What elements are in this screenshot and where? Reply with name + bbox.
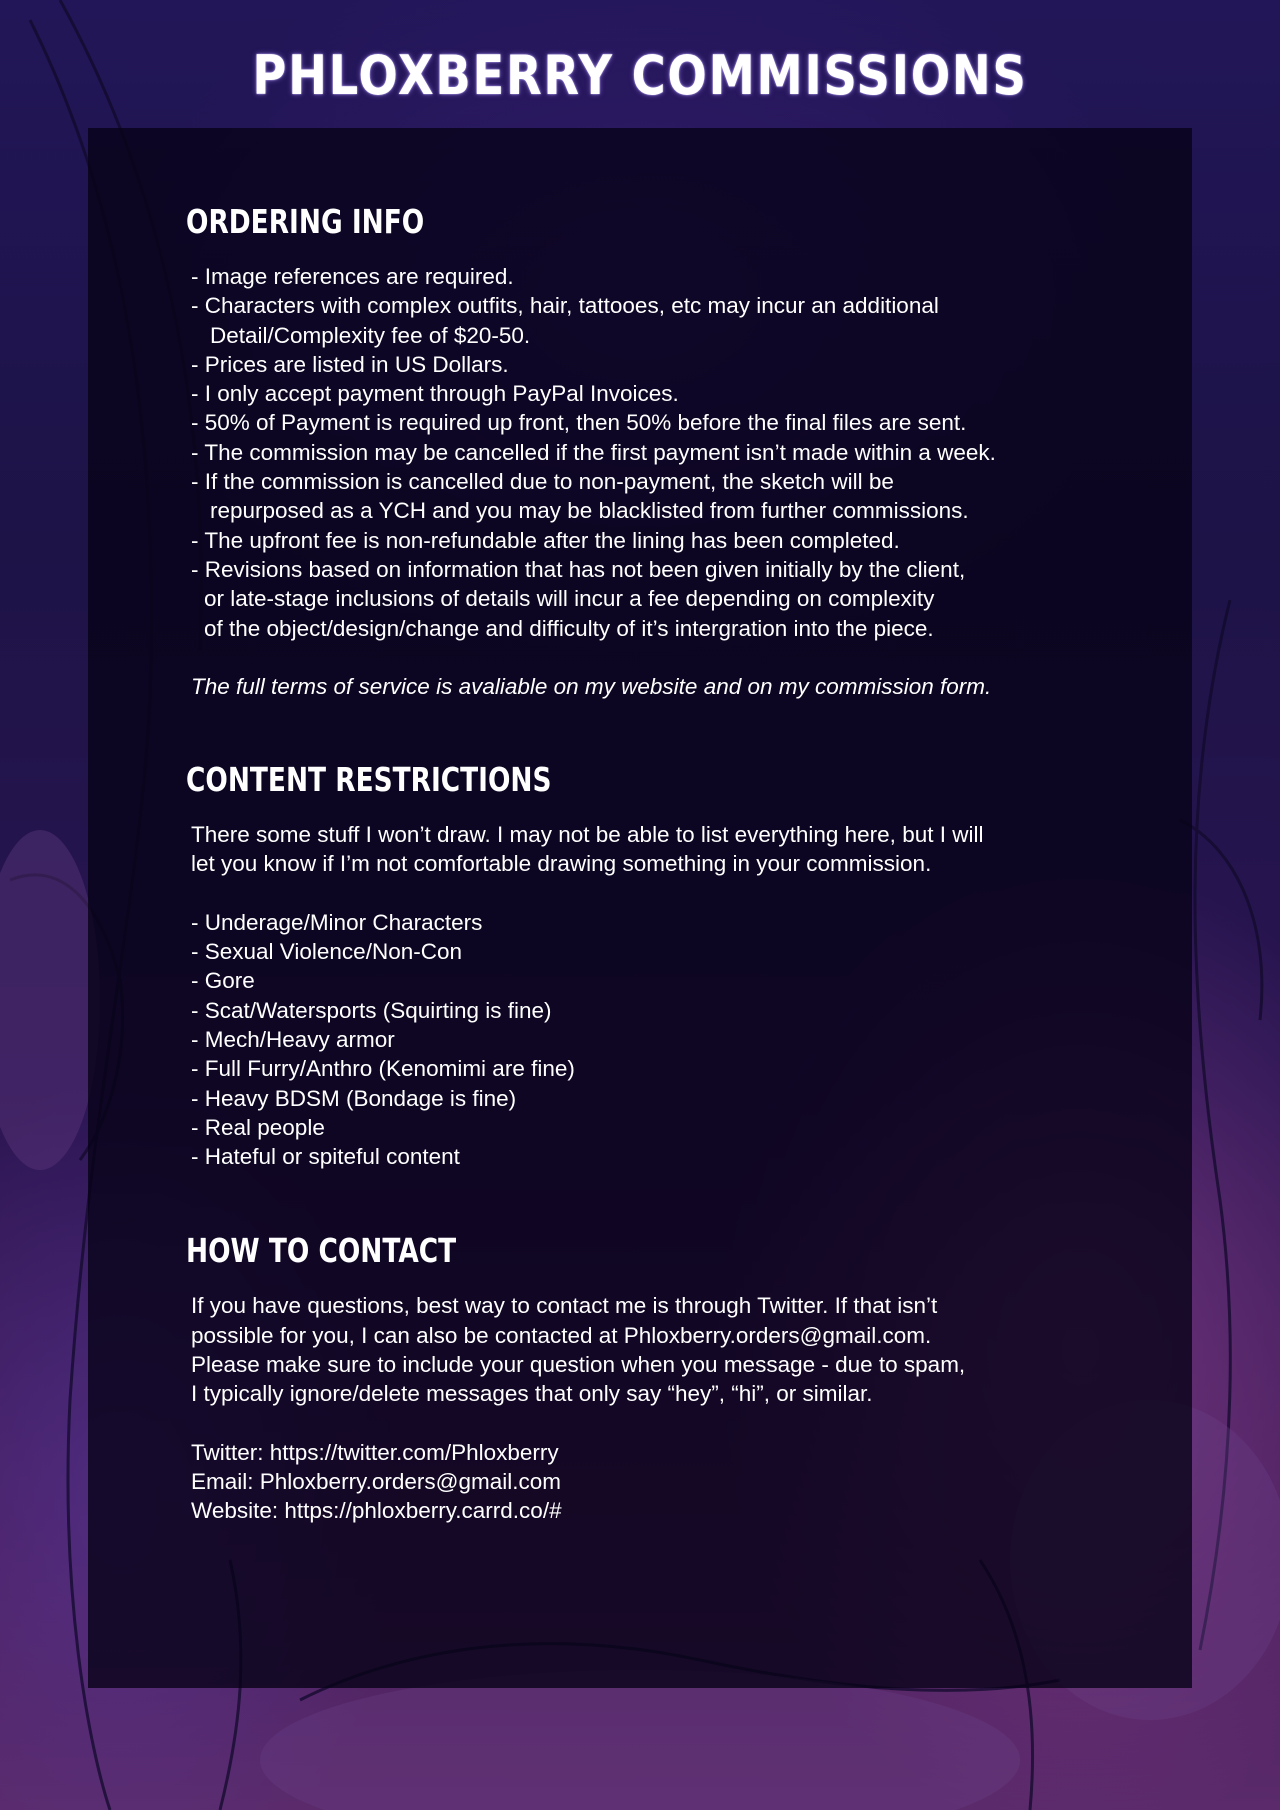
ordering-line: or late-stage inclusions of details will incur a fee depending on complexity [204, 586, 935, 612]
how-to-contact-section [186, 1229, 1106, 1525]
restriction-item: - Gore [191, 968, 255, 994]
restrictions-intro-line: There some stuff I won’t draw. I may not be able to list everything here, but I will [191, 822, 984, 848]
restriction-item: - Underage/Minor Characters [191, 909, 483, 935]
section-heading-how-to-contact: HOW TO CONTACT [186, 1231, 457, 1271]
ordering-line: - The upfront fee is non-refundable after the lining has been completed. [191, 527, 900, 553]
content-restrictions-list [186, 820, 1106, 1171]
content-restrictions-section [186, 758, 1106, 1171]
ordering-line: - 50% of Payment is required up front, then 50% before the final files are sent. [191, 410, 967, 436]
page-title: PHLOXBERRY COMMISSIONS [252, 44, 1028, 107]
ordering-line: repurposed as a YCH and you may be blacklisted from further commissions. [210, 498, 969, 524]
ordering-line: - The commission may be cancelled if the first payment isn’t made within a week. [191, 439, 996, 465]
twitter-link[interactable]: Twitter: https://twitter.com/Phloxberry [191, 1439, 559, 1465]
contact-intro-line: Please make sure to include your question when you message - due to spam, [191, 1352, 966, 1378]
contact-intro-line: possible for you, I can also be contacted at Phloxberry.orders@gmail.com. [191, 1322, 932, 1348]
restriction-item: - Mech/Heavy armor [191, 1026, 395, 1052]
website-link[interactable]: Website: https://phloxberry.carrd.co/# [191, 1498, 562, 1524]
restriction-item: - Sexual Violence/Non-Con [191, 939, 462, 965]
ordering-line: - Characters with complex outfits, hair, tattooes, etc may incur an additional [191, 293, 939, 319]
contact-intro-line: I typically ignore/delete messages that only say “hey”, “hi”, or similar. [191, 1381, 873, 1407]
ordering-line: - If the commission is cancelled due to non-payment, the sketch will be [191, 469, 894, 495]
ordering-line: - Image references are required. [191, 264, 514, 289]
ordering-info-list [186, 262, 1106, 701]
restriction-item: - Hateful or spiteful content [191, 1144, 460, 1170]
section-heading-content-restrictions: CONTENT RESTRICTIONS [186, 760, 552, 800]
ordering-info-section [186, 200, 1106, 701]
restriction-item: - Real people [191, 1114, 325, 1140]
email-link[interactable]: Email: Phloxberry.orders@gmail.com [191, 1468, 562, 1494]
ordering-line: - I only accept payment through PayPal Invoices. [191, 381, 679, 407]
ordering-line: - Prices are listed in US Dollars. [191, 351, 509, 377]
restrictions-intro-line: let you know if I’m not comfortable drawing something in your commission. [191, 851, 932, 877]
contact-intro-line: If you have questions, best way to contact me is through Twitter. If that isn’t [191, 1293, 938, 1319]
ordering-line: Detail/Complexity fee of $20-50. [210, 322, 531, 348]
terms-of-service-note: The full terms of service is avaliable on my website and on my commission form. [191, 673, 992, 699]
restriction-item: - Heavy BDSM (Bondage is fine) [191, 1085, 517, 1111]
ordering-line: - Revisions based on information that has not been given initially by the client, [191, 556, 966, 582]
restriction-item: - Full Furry/Anthro (Kenomimi are fine) [191, 1056, 575, 1082]
contact-info [186, 1291, 1106, 1525]
section-heading-ordering-info: ORDERING INFO [186, 202, 425, 241]
restriction-item: - Scat/Watersports (Squirting is fine) [191, 997, 552, 1023]
content-column [186, 200, 1106, 1526]
ordering-line: of the object/design/change and difficulty of it’s intergration into the piece. [204, 615, 934, 641]
